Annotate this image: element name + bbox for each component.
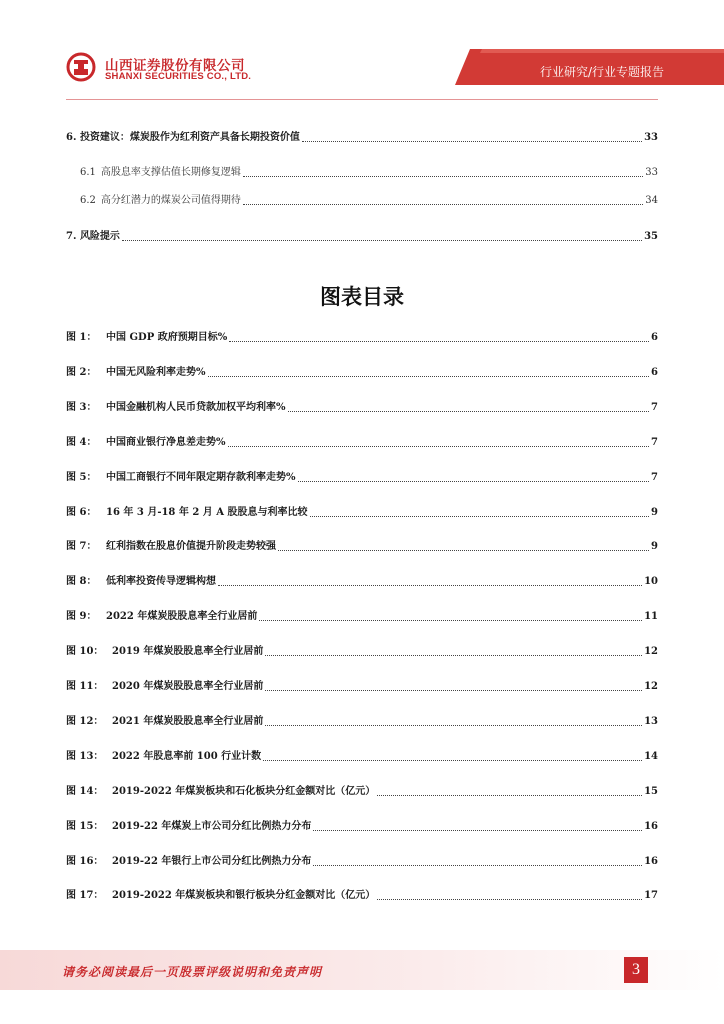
toc-page: 35	[644, 231, 658, 242]
figure-entry[interactable]	[66, 676, 658, 694]
figure-page: 14	[644, 751, 658, 762]
toc-page: 33	[644, 132, 658, 143]
toc-title: 投资建议：煤炭股作为红利资产具备长期投资价值	[79, 132, 300, 143]
figure-page: 7	[651, 437, 658, 448]
figure-page: 16	[644, 856, 658, 867]
leader-dots	[302, 141, 642, 142]
toc-entry[interactable]	[66, 226, 658, 244]
figure-title: 2022 年煤炭股股息率全行业居前	[106, 611, 258, 622]
figures-index-title: 图表目录	[320, 285, 404, 309]
figure-number: 图 10：	[66, 646, 104, 657]
leader-dots	[265, 690, 642, 691]
figure-number: 图 12：	[66, 716, 104, 727]
figure-title: 中国工商银行不同年限定期存款利率走势%	[106, 472, 296, 483]
leader-dots	[243, 204, 643, 205]
leader-dots	[310, 516, 650, 517]
figure-page: 11	[644, 611, 658, 622]
figure-page: 9	[651, 541, 658, 552]
figure-entry[interactable]	[66, 467, 658, 485]
toc-entry[interactable]	[80, 162, 658, 180]
figure-page: 7	[651, 402, 658, 413]
figure-entry[interactable]	[66, 571, 658, 589]
figure-title: 2019-2022 年煤炭板块和银行板块分红金额对比（亿元）	[112, 890, 376, 901]
figure-title: 2022 年股息率前 100 行业计数	[112, 751, 262, 762]
toc-title: 高分红潜力的煤炭公司值得期待	[100, 195, 241, 206]
figure-entry[interactable]	[66, 362, 658, 380]
leader-dots	[208, 376, 650, 377]
figure-title: 中国金融机构人民币贷款加权平均利率%	[106, 402, 286, 413]
toc-page: 34	[645, 195, 658, 206]
figure-page: 16	[644, 821, 658, 832]
figure-number: 图 16：	[66, 856, 104, 867]
figure-title: 2019-22 年煤炭上市公司分红比例热力分布	[112, 821, 312, 832]
figure-number: 图 15：	[66, 821, 104, 832]
figure-entry[interactable]	[66, 502, 658, 520]
leader-dots	[313, 830, 642, 831]
figure-page: 12	[644, 681, 658, 692]
leader-dots	[278, 550, 649, 551]
leader-dots	[377, 795, 642, 796]
leader-dots	[229, 341, 649, 342]
toc-title: 风险提示	[79, 231, 120, 242]
figure-page: 7	[651, 472, 658, 483]
figure-number: 图 9：	[66, 611, 97, 622]
figure-number: 图 13：	[66, 751, 104, 762]
toc-number: 6.2	[80, 195, 96, 206]
leader-dots	[265, 725, 642, 726]
figure-number: 图 8：	[66, 576, 97, 587]
figure-page: 13	[644, 716, 658, 727]
figure-number: 图 4：	[66, 437, 97, 448]
figure-title: 低利率投资传导逻辑构想	[106, 576, 216, 587]
figure-number: 图 3：	[66, 402, 97, 413]
leader-dots	[122, 240, 642, 241]
figure-title: 16 年 3 月-18 年 2 月 A 股股息与利率比较	[106, 507, 308, 518]
shanxi-securities-logo-icon	[66, 52, 96, 82]
figure-title: 2021 年煤炭股股息率全行业居前	[112, 716, 264, 727]
leader-dots	[265, 655, 642, 656]
leader-dots	[288, 411, 650, 412]
leader-dots	[313, 865, 642, 866]
leader-dots	[298, 481, 650, 482]
toc-entry[interactable]	[66, 127, 658, 145]
company-name-cn: 山西证券股份有限公司	[105, 58, 245, 74]
toc-number: 6.	[66, 132, 77, 143]
leader-dots	[218, 585, 642, 586]
leader-dots	[263, 760, 642, 761]
figure-entry[interactable]	[66, 397, 658, 415]
figure-page: 17	[644, 890, 658, 901]
header-band	[0, 0, 724, 100]
figure-title: 2020 年煤炭股股息率全行业居前	[112, 681, 264, 692]
figure-page: 15	[644, 786, 658, 797]
leader-dots	[228, 446, 650, 447]
figure-page: 9	[651, 507, 658, 518]
figure-entry[interactable]	[66, 816, 658, 834]
figure-number: 图 5：	[66, 472, 97, 483]
figure-title: 中国 GDP 政府预期目标%	[106, 332, 228, 343]
figure-entry[interactable]	[66, 606, 658, 624]
figure-title: 2019 年煤炭股股息率全行业居前	[112, 646, 264, 657]
figure-page: 10	[644, 576, 658, 587]
toc-page: 33	[645, 167, 658, 178]
leader-dots	[243, 176, 643, 177]
figure-title: 中国商业银行净息差走势%	[106, 437, 226, 448]
figure-number: 图 11：	[66, 681, 104, 692]
figure-page: 6	[651, 367, 658, 378]
figure-title: 红利指数在股息价值提升阶段走势较强	[106, 541, 276, 552]
figure-number: 图 1：	[66, 332, 97, 343]
leader-dots	[377, 899, 642, 900]
figure-entry[interactable]	[66, 781, 658, 799]
figure-entry[interactable]	[66, 641, 658, 659]
disclaimer-notice: 请务必阅读最后一页股票评级说明和免责声明	[62, 965, 323, 979]
figure-entry[interactable]	[66, 746, 658, 764]
figure-page: 12	[644, 646, 658, 657]
figure-title: 2019-2022 年煤炭板块和石化板块分红金额对比（亿元）	[112, 786, 376, 797]
leader-dots	[259, 620, 642, 621]
report-type-label: 行业研究/行业专题报告	[539, 65, 664, 79]
company-name-en: SHANXI SECURITIES CO., LTD.	[105, 71, 252, 82]
toc-number: 6.1	[80, 167, 96, 178]
figure-entry[interactable]	[66, 432, 658, 450]
figure-number: 图 17：	[66, 890, 104, 901]
page-number: 3	[624, 957, 648, 983]
figure-entry[interactable]	[66, 536, 658, 554]
toc-number: 7.	[66, 231, 77, 242]
page-header	[0, 0, 724, 100]
figure-entry[interactable]	[66, 711, 658, 729]
figure-title: 中国无风险利率走势%	[106, 367, 206, 378]
figure-page: 6	[651, 332, 658, 343]
figure-number: 图 6：	[66, 507, 97, 518]
figure-number: 图 2：	[66, 367, 97, 378]
toc-title: 高股息率支撑估值长期修复逻辑	[100, 167, 241, 178]
figure-entry[interactable]	[66, 885, 658, 903]
figure-entry[interactable]	[66, 327, 658, 345]
figure-title: 2019-22 年银行上市公司分红比例热力分布	[112, 856, 312, 867]
figure-entry[interactable]	[66, 851, 658, 869]
figure-number: 图 7：	[66, 541, 97, 552]
figure-number: 图 14：	[66, 786, 104, 797]
toc-entry[interactable]	[80, 190, 658, 208]
